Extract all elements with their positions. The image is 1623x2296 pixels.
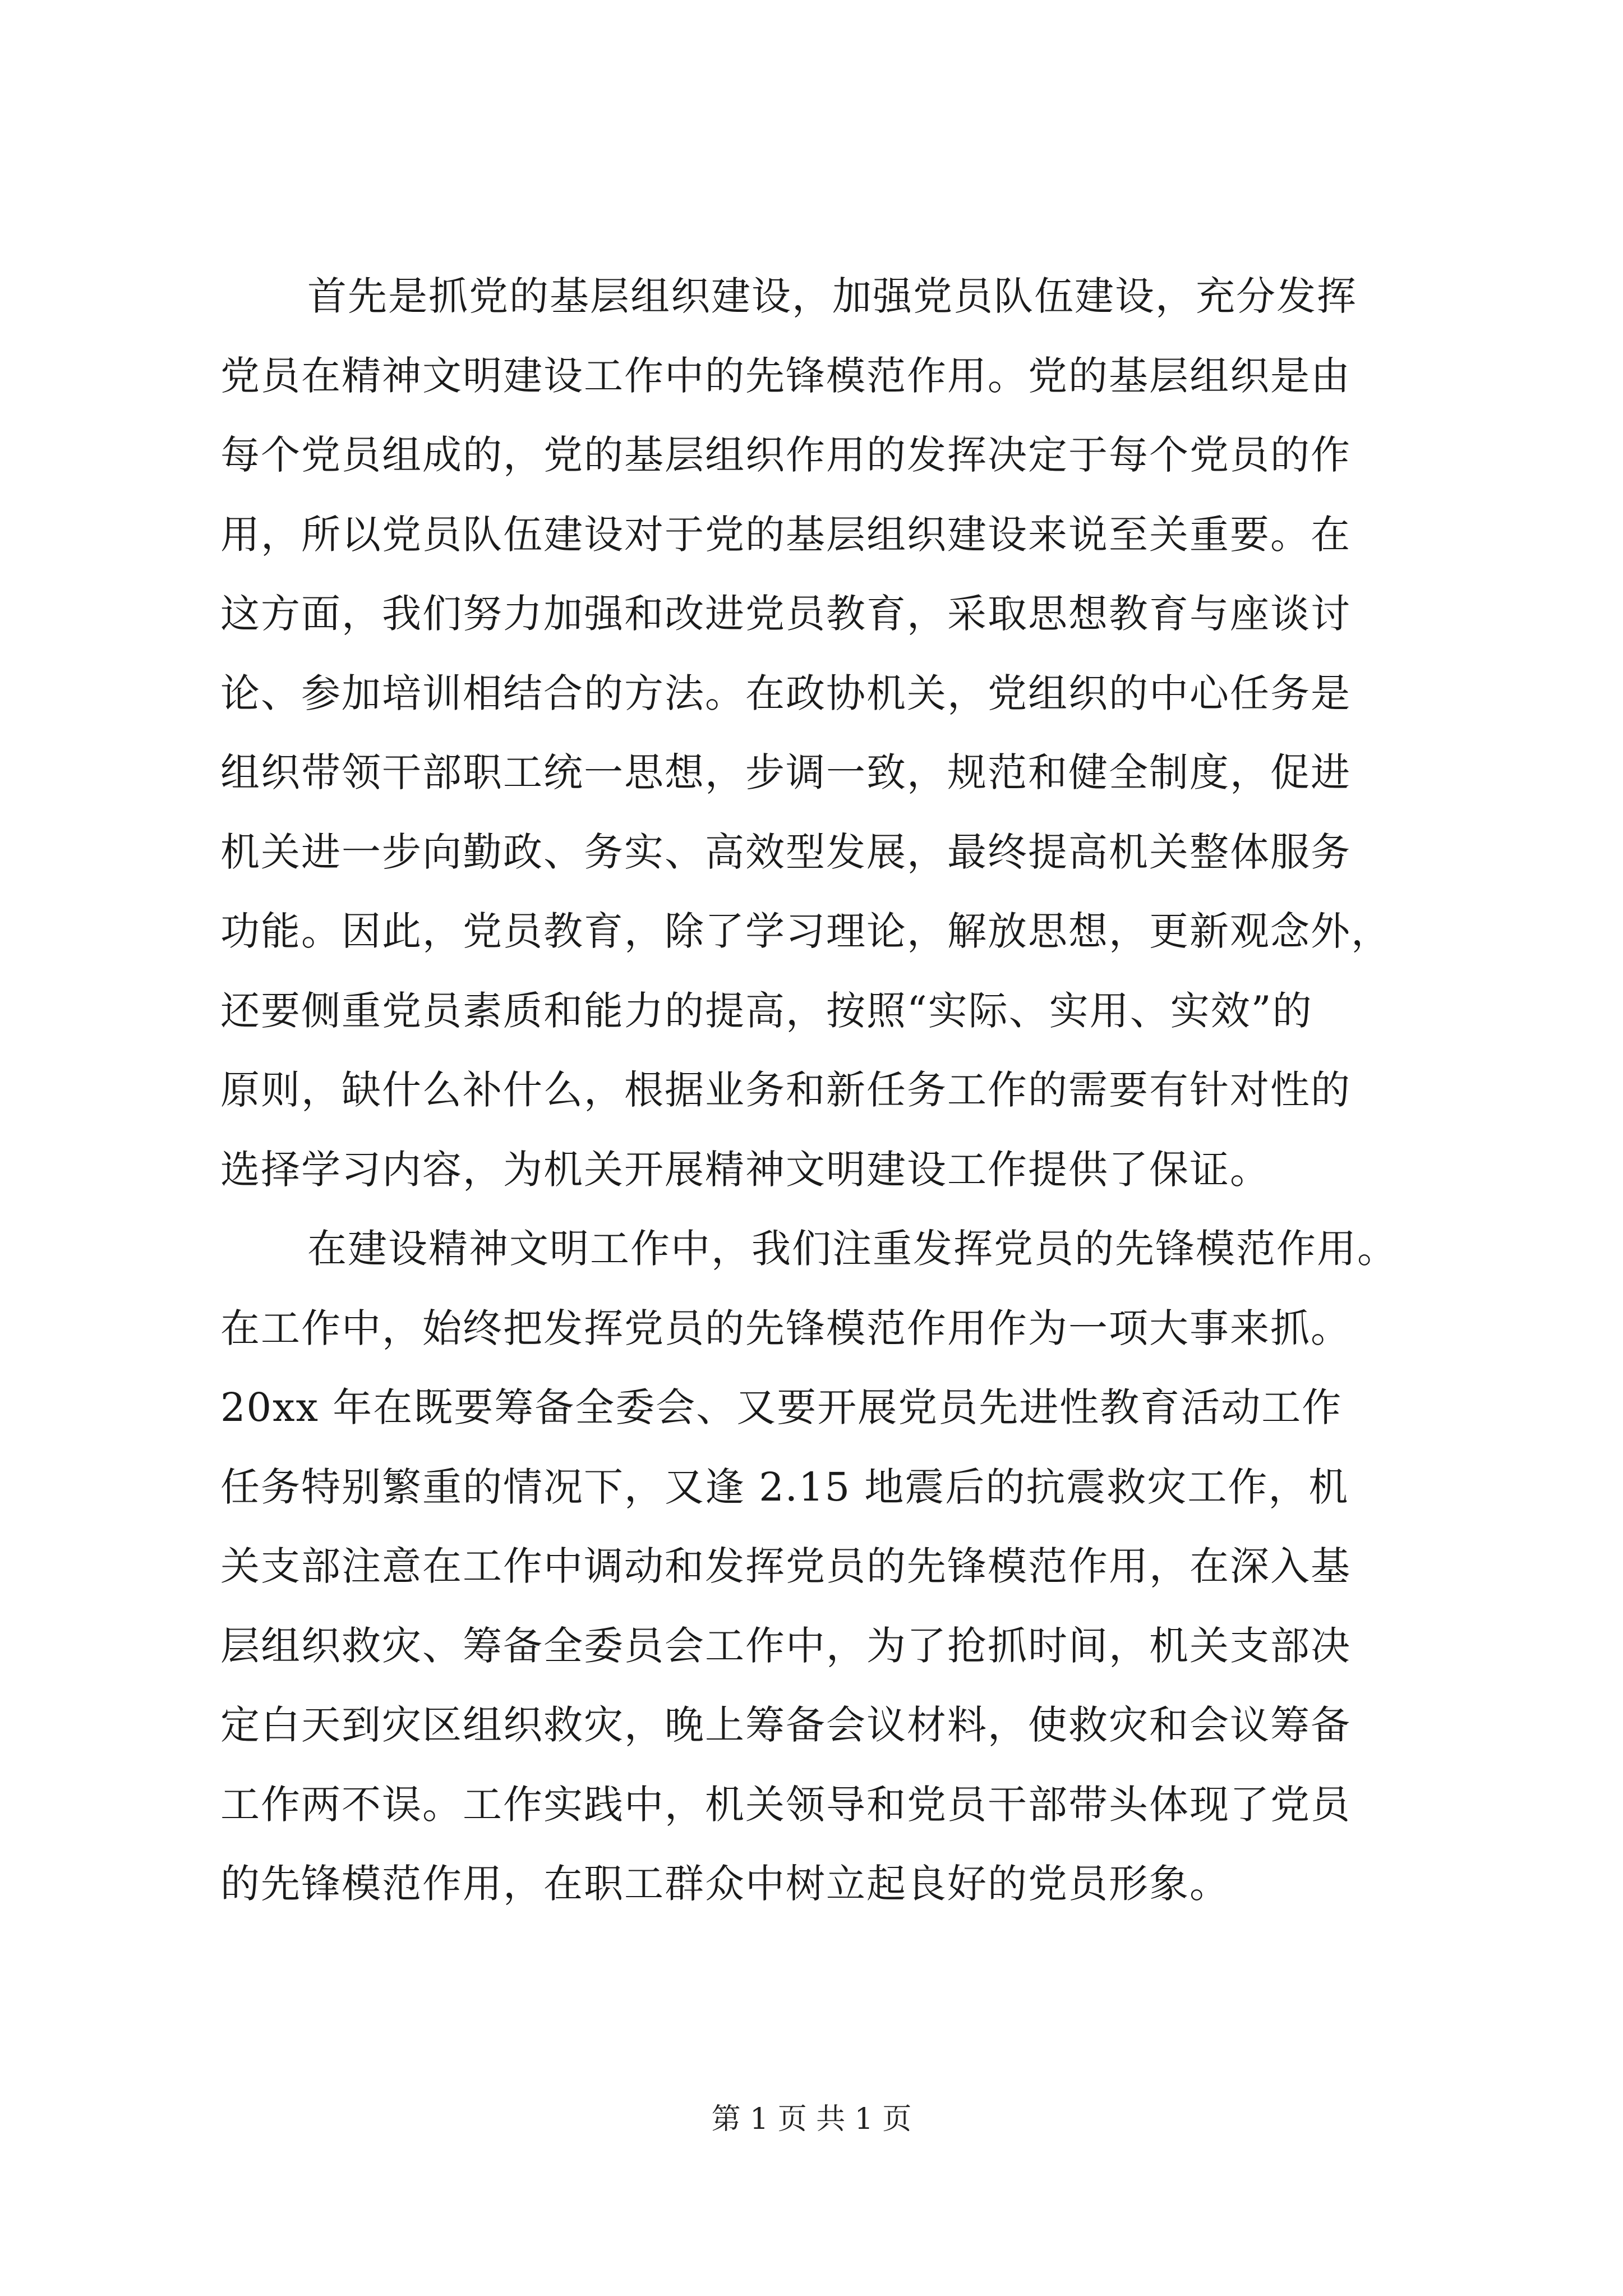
paragraph-1-line-7: 组织带领干部职工统一思想，步调一致，规范和健全制度，促进 — [220, 749, 1351, 795]
paragraph-2-line-2: 在工作中，始终把发挥党员的先锋模范作用作为一项大事来抓。 — [220, 1305, 1351, 1351]
paragraph-2-line-9: 的先锋模范作用，在职工群众中树立起良好的党员形象。 — [220, 1861, 1230, 1907]
paragraph-2-line-7: 定白天到灾区组织救灾，晚上筹备会议材料，使救灾和会议筹备 — [220, 1702, 1351, 1748]
paragraph-1-line-2: 党员在精神文明建设工作中的先锋模范作用。党的基层组织是由 — [220, 352, 1351, 399]
paragraph-1-line-5: 这方面，我们努力加强和改进党员教育，采取思想教育与座谈讨 — [220, 591, 1351, 637]
paragraph-2-line-8: 工作两不误。工作实践中，机关领导和党员干部带头体现了党员 — [220, 1781, 1351, 1828]
paragraph-2-line-6: 层组织救灾、筹备全委员会工作中，为了抢抓时间，机关支部决 — [220, 1622, 1351, 1669]
paragraph-1-line-11: 原则，缺什么补什么，根据业务和新任务工作的需要有针对性的 — [220, 1067, 1351, 1113]
paragraph-1-line-3: 每个党员组成的，党的基层组织作用的发挥决定于每个党员的作 — [220, 432, 1351, 478]
paragraph-2-line-1: 在建设精神文明工作中，我们注重发挥党员的先锋模范作用。 — [307, 1226, 1398, 1272]
paragraph-1-line-10: 还要侧重党员素质和能力的提高，按照“实际、实用、实效”的 — [220, 987, 1313, 1034]
page-number-footer: 第 1 页 共 1 页 — [711, 2102, 912, 2136]
paragraph-2-line-5: 关支部注意在工作中调动和发挥党员的先锋模范作用，在深入基 — [220, 1543, 1351, 1589]
paragraph-1-line-12: 选择学习内容，为机关开展精神文明建设工作提供了保证。 — [220, 1146, 1270, 1193]
paragraph-2-line-3: 20xx 年在既要筹备全委会、又要开展党员先进性教育活动工作 — [220, 1384, 1343, 1430]
paragraph-1-line-8: 机关进一步向勤政、务实、高效型发展，最终提高机关整体服务 — [220, 829, 1351, 875]
paragraph-2-line-4: 任务特别繁重的情况下，又逢 2.15 地震后的抗震救灾工作，机 — [220, 1464, 1349, 1510]
paragraph-1-line-1: 首先是抓党的基层组织建设，加强党员队伍建设，充分发挥 — [307, 273, 1357, 319]
paragraph-1-line-4: 用，所以党员队伍建设对于党的基层组织建设来说至关重要。在 — [220, 511, 1351, 558]
paragraph-1-line-6: 论、参加培训相结合的方法。在政协机关，党组织的中心任务是 — [220, 670, 1351, 716]
paragraph-1-line-9: 功能。因此，党员教育，除了学习理论，解放思想，更新观念外， — [220, 908, 1391, 954]
